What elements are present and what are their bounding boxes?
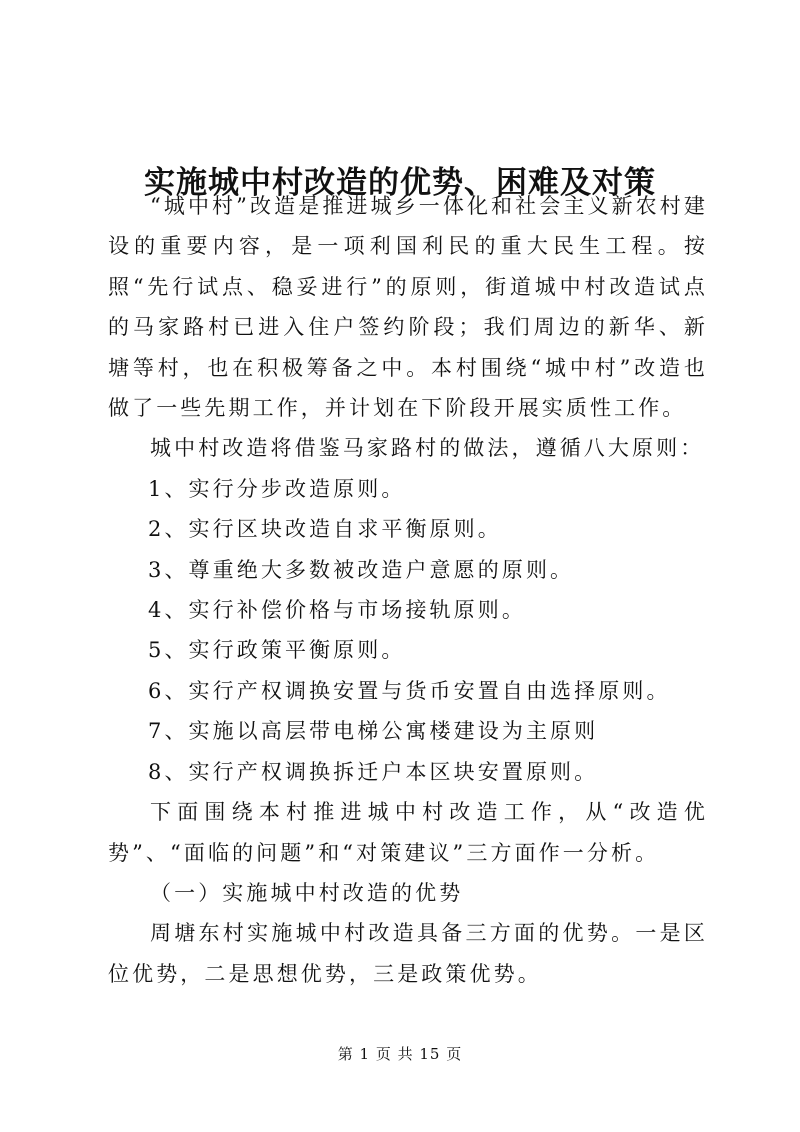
principle-item: 1、实行分步改造原则。 — [148, 476, 406, 501]
section-body-paragraph: 周塘东村实施城中村改造具备三方面的优势。一是区位优势，二是思想优势，三是政策优势。 — [108, 921, 708, 986]
principle-item: 5、实行政策平衡原则。 — [148, 638, 406, 663]
principles-lead-paragraph: 城中村改造将借鉴马家路村的做法，遵循八大原则： — [150, 436, 705, 461]
analysis-lead-paragraph: 下面围绕本村推进城中村改造工作，从“改造优势”、“面临的问题”和“对策建议”三方面作一分析。 — [108, 800, 708, 865]
page-title: 实施城中村改造的优势、困难及对策 — [144, 164, 656, 201]
principle-item: 6、实行产权调换安置与货币安置自由选择原则。 — [148, 678, 671, 703]
principle-item: 4、实行补偿价格与市场接轨原则。 — [148, 598, 526, 623]
principle-item: 2、实行区块改造自求平衡原则。 — [148, 517, 502, 542]
principle-item: 8、实行产权调换拆迁户本区块安置原则。 — [148, 759, 599, 784]
page-number-footer: 第 1 页 共 15 页 — [337, 1045, 463, 1063]
principle-item: 7、实施以高层带电梯公寓楼建设为主原则 — [148, 719, 599, 744]
document-body — [108, 186, 708, 994]
section-heading: （一）实施城中村改造的优势 — [150, 880, 464, 905]
principle-item: 3、尊重绝大多数被改造户意愿的原则。 — [148, 557, 575, 582]
intro-paragraph: “城中村”改造是推进城乡一体化和社会主义新农村建设的重要内容，是一项利国利民的重大民生工程。按照“先行试点、稳妥进行”的原则，街道城中村改造试点的马家路村已进入住户签约阶段；我们周边的新华、新塘等村，也在积极筹备之中。本村围绕“城中村”改造也做了一些先期工作，并计划在下阶段开展实质性工作。 — [108, 194, 708, 421]
